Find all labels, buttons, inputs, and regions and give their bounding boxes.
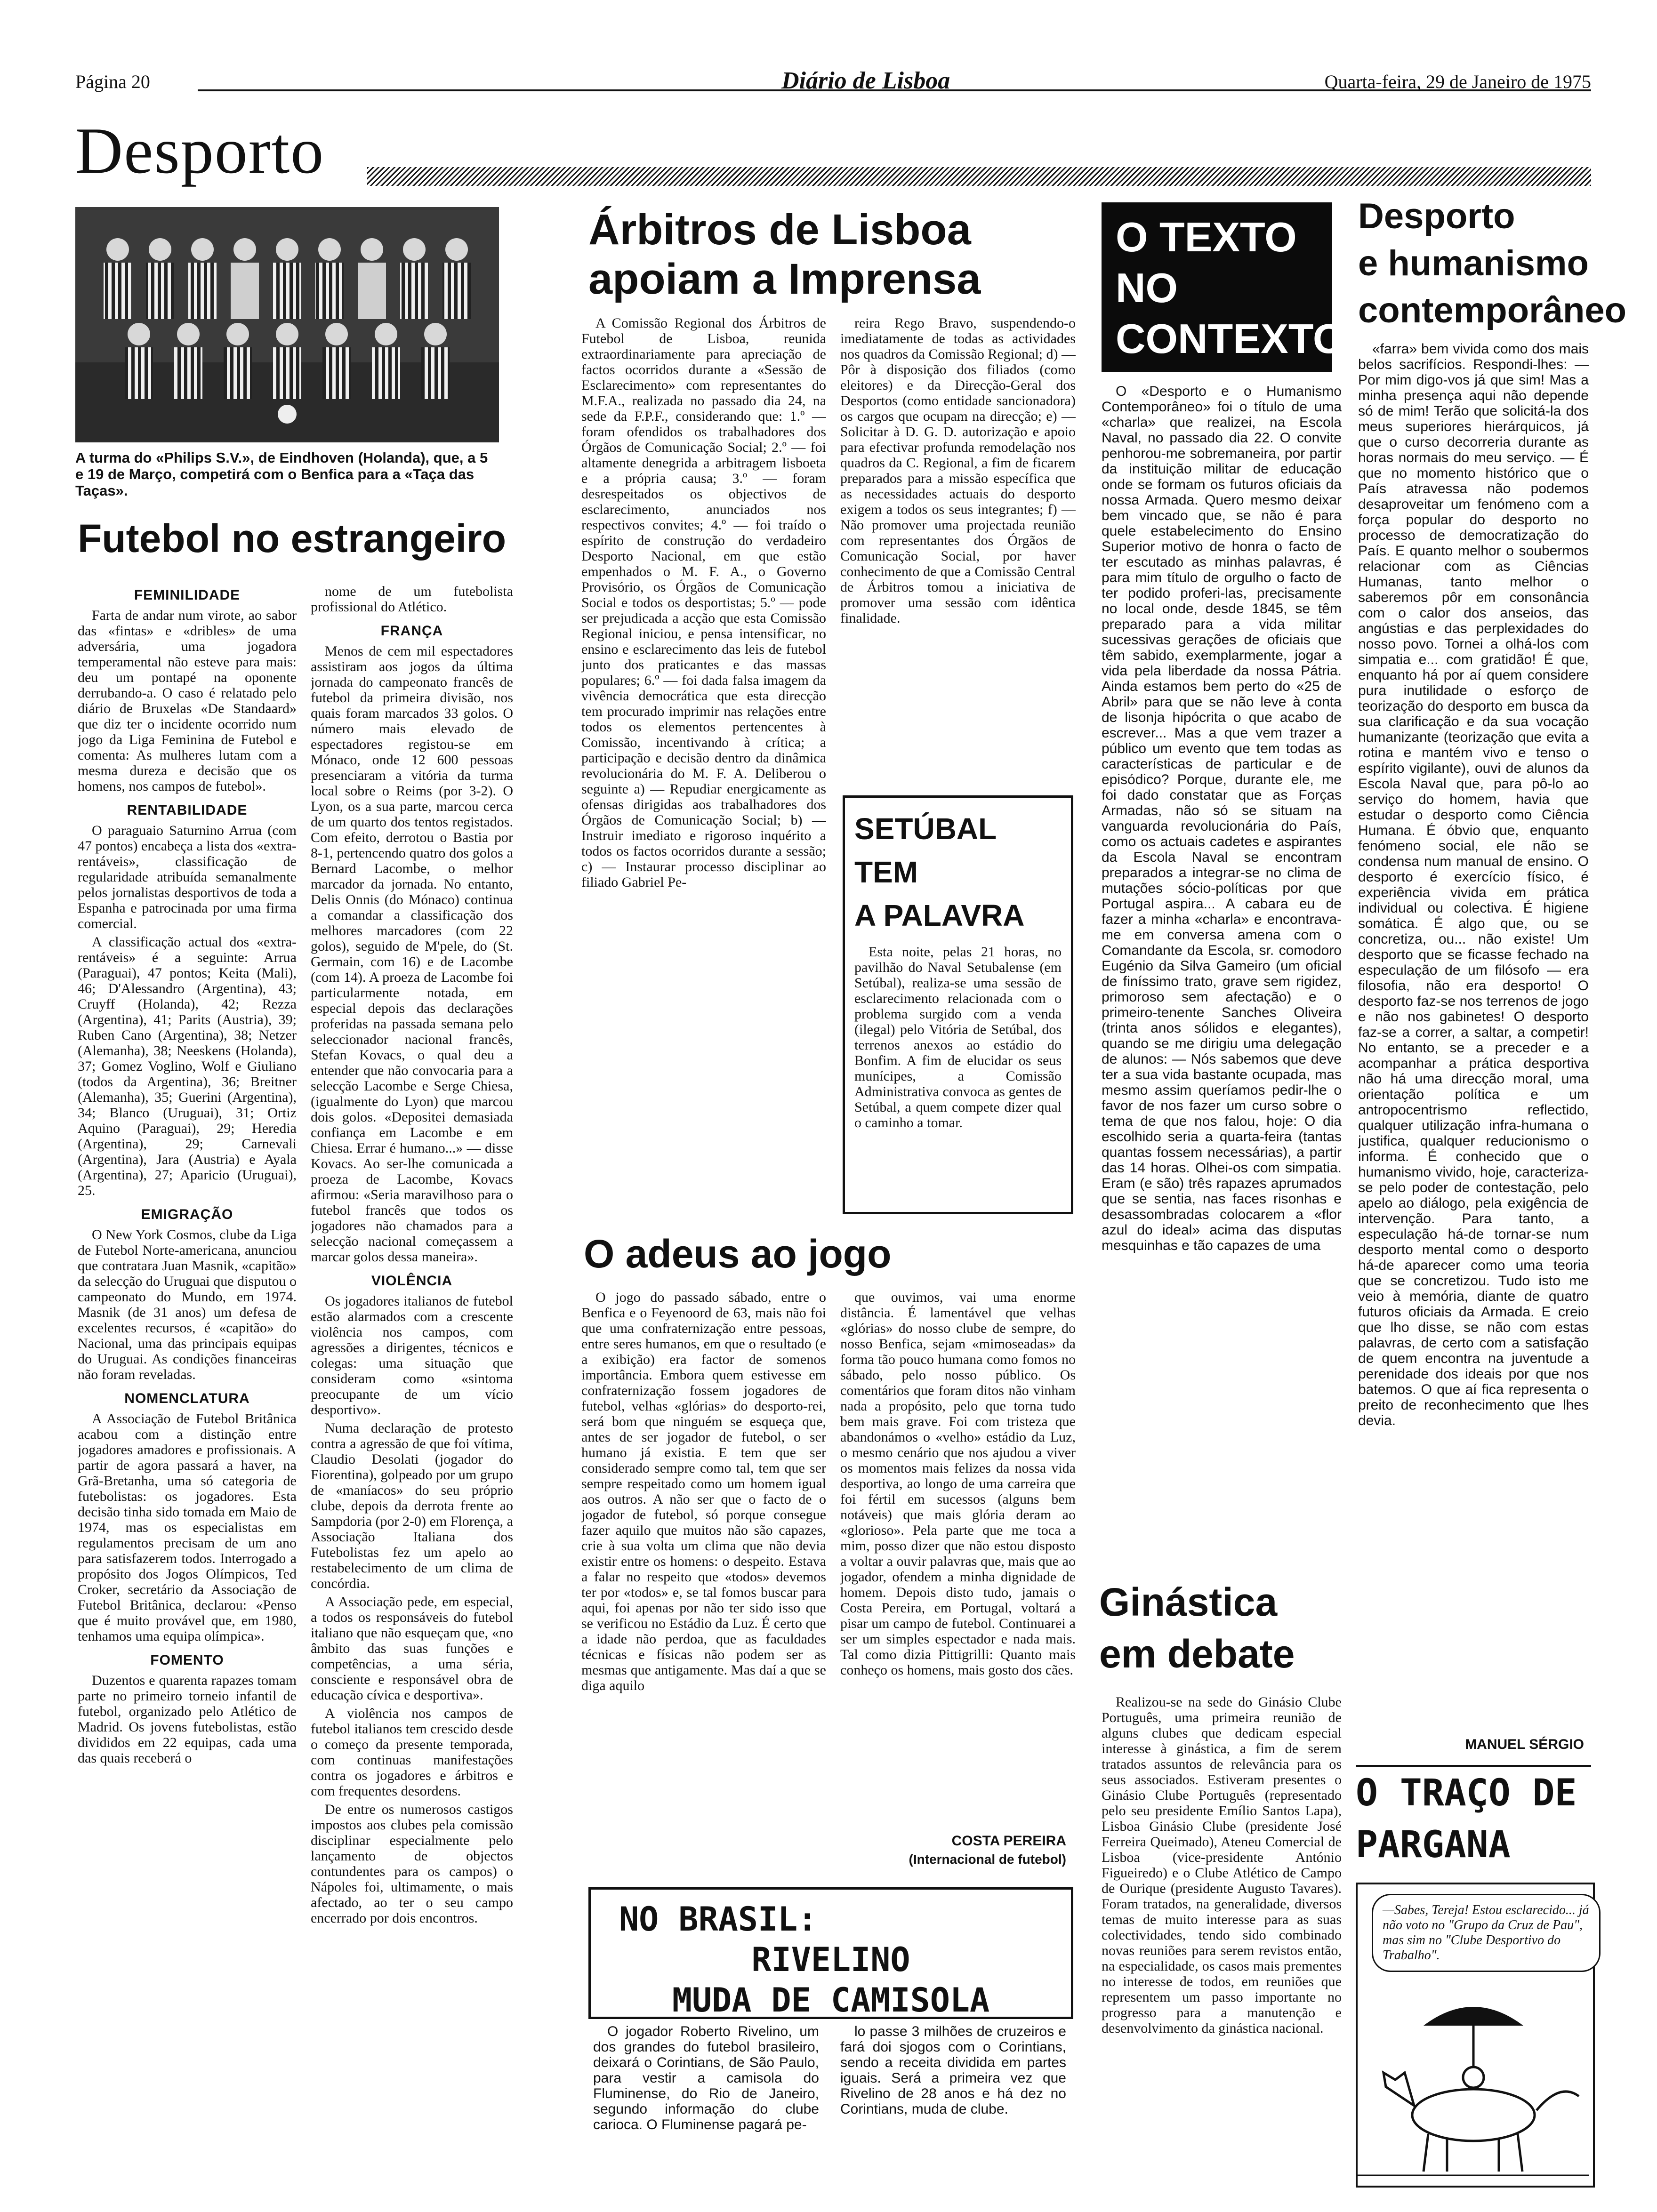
section-banner xyxy=(75,113,1591,193)
paragraph: A Associação de Futebol Britânica acabou com a distinção entre jogadores amadores e profissionais. A partir de agora passará a haver, na Grã-Bretanha, uma só categoria de futebolistas: os jogadores. Esta decisão tinha sido tomada em Maio de 1974, mas os especialistas em regulamentos precisam de um ano para satisfazerem todos. Interrogado a propósito dos Jogos Olímpicos, Ted Croker, secretário da Associação de Futebol Britânica, declarou: «Penso que é muito provável que, em 1980, tenhamos uma equipa olímpica». xyxy=(78,1411,297,1644)
paragraph: Duzentos e quarenta rapazes tomam parte no primeiro torneio infantil de futebol, organizado pelo Atlético de Madrid. Os jovens futebolistas, estão divididos em 22 equipas, cada uma das quais receberá o xyxy=(78,1673,297,1766)
texto-title-1: O TEXTO xyxy=(1116,214,1297,260)
setubal-text: Esta noite, pelas 21 horas, no pavilhão do Naval Setubalense (em Setúbal), realiza-se uma sessão de esclarecimento relacionada com o problema surgido com a venda (ilegal) pelo Vitória de Setúbal, dos terrenos anexos ao estádio do Bonfim. A fim de elucidar os seus munícipes, a Comissão Administrativa convoca as gentes de Setúbal, a quem compete dizer qual o caminho a tomar. xyxy=(854,944,1062,1130)
section-title: Desporto xyxy=(75,114,325,187)
cartoon-speech-bubble: —Sabes, Tereja! Estou esclarecido... já não voto no "Grupo da Cruz de Pau", mas sim no "Clube Desportivo do Trabalho". xyxy=(1372,1894,1601,1972)
humanismo-column xyxy=(1358,341,1589,1725)
page-header xyxy=(75,67,1591,94)
paragraph: Numa declaração de protesto contra a agressão de que foi vítima, Claudio Desolati (jogador do Fiorentina), golpeado por um grupo de «maníacos» do seu próprio clube, depois da derrota frente ao Sampdoria (por 2-0) em Florença, a Associação Italiana dos Futebolistas fez um apelo ao restabelecimento de um clima de concórdia. xyxy=(311,1420,513,1591)
humanismo-title-1: Desporto xyxy=(1358,196,1515,236)
brasil-column-2 xyxy=(840,2024,1066,2188)
subheading: NOMENCLATURA xyxy=(124,1391,250,1406)
brasil-title-3: MUDA DE CAMISOLA xyxy=(672,1981,990,2020)
setubal-box xyxy=(843,795,1073,1214)
adeus-column-1 xyxy=(581,1290,826,1873)
brasil-text-2: lo passe 3 milhões de cruzeiros e fará doi sjogos com o Corintians, sendo a receita dividida em partes iguais. Será a primeira vez que Rivelino de 28 anos e há dez no Corintians, muda de clube. xyxy=(840,2024,1066,2117)
futebol-column-1 xyxy=(78,579,297,2179)
header-rule xyxy=(198,89,1591,91)
paragraph: nome de um futebolista profissional do Atlético. xyxy=(311,584,513,615)
texto-title-box xyxy=(1102,202,1345,372)
team-photo-illustration xyxy=(75,207,499,442)
setubal-body xyxy=(845,937,1071,1189)
adeus-signature-note: (Internacional de futebol) xyxy=(909,1852,1066,1867)
arbitros-column-2 xyxy=(840,315,1076,781)
issue-date: Quarta-feira, 29 de Janeiro de 1975 xyxy=(1324,71,1591,92)
texto-title-2: NO xyxy=(1116,264,1178,311)
paragraph: Os jogadores italianos de futebol estão alarmados com a crescente violência nos campos, com agressões a dirigentes, técnicos e colegas: uma situação que consideram como «sintoma preocupante de um vício desportivo». xyxy=(311,1293,513,1418)
team-photo xyxy=(75,207,499,442)
paragraph: A violência nos campos de futebol italianos tem crescido desde o começo da presente temporada, com continuas manifestações contra os jogadores e árbitros e com frequentes desordens. xyxy=(311,1706,513,1799)
brasil-column-1 xyxy=(593,2024,819,2188)
paragraph: A Associação pede, em especial, a todos os responsáveis do futebol italiano que não esqueçam que, «no âmbito das suas funções e competências, a uma séria, consciente e responsável obra de educação cívica e desportiva». xyxy=(311,1594,513,1703)
pargana-rule xyxy=(1356,1765,1591,1767)
brasil-title-2: RIVELINO xyxy=(751,1940,910,1979)
ginastica-column xyxy=(1102,1694,1342,2188)
subheading: EMIGRAÇÃO xyxy=(141,1207,233,1222)
page-number: Página 20 xyxy=(75,71,150,92)
ginastica-title-1: Ginástica xyxy=(1099,1580,1278,1624)
paragraph: Farta de andar num virote, ao sabor das «fintas» e «dribles» de uma adversária, uma jogadora temperamental não esteve para mais: deu um pontapé na oponente derrubando-a. O caso é relatado pelo diário de Bruxelas «De Standaard» que diz ter o incidente ocorrido num jogo da Liga Feminina de Futebol e comenta: As mulheres lutam com a mesma dureza e decisão que os homens, nos campos de futebol». xyxy=(78,608,297,794)
texto-title-3: CONTEXTO xyxy=(1116,315,1345,362)
brasil-title-1: NO BRASIL: xyxy=(619,1900,818,1939)
adeus-signature: COSTA PEREIRA xyxy=(951,1833,1066,1849)
setubal-title-3: A PALAVRA xyxy=(854,898,1025,932)
paragraph: A classificação actual dos «extra-rentáveis» é a seguinte: Arrua (Paraguai), 47 pontos; Keita (Mali), 46; D'Alessandro (Argentina), 43; Cruyff (Holanda), 42; Rezza (Argentina), 41; Parits (Austria), 39; Ruben Cano (Argentina), 38; Netzer (Alemanha), 38; Neeskens (Holanda), 37; Gomez Voglino, Wolf e Giuliano (todos da Argentina), 36; Breitner (Alemanha), 35; Guerini (Argentina), 34; Blanco (Uruguai), 31; Ortiz Aquino (Paraguai), 29; Heredia (Argentina), 29; Carnevali (Argentina), Jara (Austria) e Ayala (Argentina), 27; Aparicio (Uruguai), 25. xyxy=(78,934,297,1198)
arbitros-text-1: A Comissão Regional dos Árbitros de Futebol de Lisboa, reunida extraordinariamente para apreciação de factos ocorridos durante a «Sessão de Esclarecimento» com representantes do M.F.A., realizada no passado dia 24, na sede da F.P.F., considerando que: 1.º — foram ofendidos os trabalhadores dos Órgãos de Comunicação Social; 2.º — foi altamente denegrida a arbitragem lisboeta e a própria causa; 3.º — foram desrespeitados os objectivos de esclarecimento, anunciados nos respectivos convites; 4.º — foi traído o espírito de construção do verdadeiro Desporto Nacional, em que estão empenhados o M. F. A., o Governo Provisório, os Órgãos de Comunicação Social e todos os desportistas; 5.º — pode ser prejudicada a acção que esta Comissão Regional iniciou, e pensa intensificar, no ensino e esclarecimento das leis de futebol junto dos praticantes e das massas populares; 6.º — foi dada falsa imagem da vivência democrática que esta direcção tem procurado imprimir nas relações entre todos os elementos pertencentes à Comissão, incentivando à crítica; a participação e decisão dentro da dinâmica revolucionária do M. F. A. Deliberou o seguinte a) — Repudiar energicamente as ofensas dirigidas aos trabalhadores dos Órgãos de Comunicação Social; b) — Instruir imediato e rigoroso inquérito a todos os factos ocorridos durante a sessão; c) — Instaurar processo disciplinar ao filiado Gabriel Pe- xyxy=(581,315,826,890)
adeus-text-1: O jogo do passado sábado, entre o Benfica e o Feyenoord de 63, mais não foi que uma confraternização entre pessoas, entre seres humanos, em que o resultado (e a exibição) era factor de somenos importância. Embora quem estivesse em confraternização fossem jogadores de futebol, velhas «glórias» do desporto-rei, será bom que ninguém se esqueça que, antes de ser jogador de futebol, o ser humano já existia. E tem que ser considerado sempre como tal, tem que ser sempre respeitado como um homem igual aos outros. A não ser que o facto de o jogador de futebol, só porque consegue fazer aquilo que muitos não são capazes, crie à sua volta um clima que não devia existir entre os homens: o despeito. Estava a falar no respeito que «todos» devemos ter por «todos» e, se tal fomos buscar para aqui, foi apenas por não ter sido isso que se verificou no Estádio da Luz. É certo que a idade não perdoa, que as faculdades técnicas e físicas não podem ser as mesmas que antigamente. Mas daí a que se diga aquilo xyxy=(581,1290,826,1693)
setubal-title-2: TEM xyxy=(854,855,918,889)
futebol-headline: Futebol no estrangeiro xyxy=(78,516,507,561)
humanismo-title-3: contemporâneo xyxy=(1358,290,1627,330)
subheading: FRANÇA xyxy=(380,623,443,639)
futebol-column-2 xyxy=(311,584,513,2179)
section-hatch xyxy=(367,167,1591,186)
masthead: Diário de Lisboa xyxy=(781,67,950,94)
pargana-cartoon xyxy=(1356,1883,1595,2188)
arbitros-column-1 xyxy=(581,315,826,1214)
setubal-title-1: SETÚBAL xyxy=(854,812,997,846)
adeus-headline: O adeus ao jogo xyxy=(584,1232,892,1276)
paragraph: O paraguaio Saturnino Arrua (com 47 pontos) encabeça a lista dos «extra-rentáveis», classificação de regularidade atribuída semanalmente pelos jornalistas desportivos de toda a Espanha e patrocinada por uma firma comercial. xyxy=(78,823,297,931)
pargana-title-1: O TRAÇO DE xyxy=(1356,1772,1577,1814)
subheading: FOMENTO xyxy=(150,1652,224,1668)
arbitros-headline-1: Árbitros de Lisboa xyxy=(588,206,971,254)
adeus-column-2 xyxy=(840,1290,1076,1821)
brasil-text-1: O jogador Roberto Rivelino, um dos grandes do futebol brasileiro, deixará o Corintians, de São Paulo, para vestir a camisola do Fluminense, do Rio de Janeiro, segundo informação do clube carioca. O Fluminense pagará pe- xyxy=(593,2024,819,2132)
brasil-box xyxy=(588,1887,1073,2019)
humanismo-signature: MANUEL SÉRGIO xyxy=(1465,1737,1584,1752)
paragraph: De entre os numerosos castigos impostos aos clubes pela comissão disciplinar especialmente pelo lançamento de objectos contundentes para os campos) o Nápoles foi, ultimamente, o mais afectado, ao ter o seu campo encerrado por dois encontros. xyxy=(311,1802,513,1926)
photo-caption: A turma do «Philips S.V.», de Eindhoven (Holanda), que, a 5 e 19 de Março, competirá com o Benfica para a «Taça das Taças». xyxy=(75,449,488,499)
cartoon-donkey-icon xyxy=(1358,1997,1589,2181)
arbitros-text-2: reira Rego Bravo, suspendendo-o imediatamente de todas as actividades nos quadros da Comissão Regional; d) — Pôr à disposição dos filiados (como eleitores) e da Direcção-Geral dos Desportos (como entidade sancionadora) os cargos que ocupam na direcção; e) — Solicitar à D. G. D. autorização e apoio para efectivar profunda remodelação nos quadros da C. Regional, a fim de ficarem preparados para a missão específica que as necessidades actuais do desporto exigem a todos os seus integrantes; f) — Não promover uma projectada reunião com representantes dos Órgãos de Comunicação Social, por haver conhecimento de que a Comissão Central de Árbitros tomou a iniciativa de promover uma sessão com idêntica finalidade. xyxy=(840,315,1076,626)
subheading: VIOLÊNCIA xyxy=(371,1273,453,1289)
ginastica-text: Realizou-se na sede do Ginásio Clube Português, uma primeira reunião de alguns clubes que dedicam especial interesse à ginástica, a fim de serem tratados assuntos de relevância para os seus associados. Estiveram presentes o Ginásio Clube Português (representado pelo seu presidente Emílio Santos Lapa), Lisboa Ginásio Clube (presidente José Ferreira Queimado), Ateneu Comercial de Lisboa (vice-presidente António Figueiredo) e o Clube Atlético de Campo de Ourique (presidente Augusto Tavares). Foram tratados, na generalidade, diversos temas de muito interesse para as suas colectividades, tendo sido combinado novas reuniões para serem revistos então, na especialidade, os casos mais prementes no interesse de todos, em reuniões que representem um passo importante no progresso para a manutenção e desenvolvimento da ginástica nacional. xyxy=(1102,1694,1342,2036)
texto-text: O «Desporto e o Humanismo Contemporâneo» foi o título de uma «charla» que realizei, na Escola Naval, no passado dia 22. O convite penhorou-me sobremaneira, por partir da instituição militar de educação onde se formam os futuros oficiais da nossa Armada. Quero mesmo deixar bem vincado que, se não é para quele estabelecimento do Ensino Superior motivo de honra o facto de ter escutado as minhas palavras, é para mim título de orgulho o facto de ter podido proferi-las, precisamente no local onde, desde 1845, se têm preparado para a vida militar sucessivas gerações de oficiais que têm sabido, exemplarmente, jogar a vida pela liberdade da nossa Pátria. Ainda estamos bem perto do «25 de Abril» para que se não leve à conta de lisonja hipócrita o que acabo de escrever... Mas a que vem trazer a público um evento que tem todas as características de particular e de episódico? Porque, durante ele, me foi dado constatar que as Forças Armadas, não só se situam na vanguarda revolucionária do País, como os actuais cadetes e aspirantes da Escola Naval se encontram preparados a integrar-se no clima de mutações sócio-políticas por que Portugal aspira... A cabara eu de fazer a minha «charla» e encontrava-me em conversa amena com o Comandante da Escola, sr. comodoro Eugénio da Silva Gameiro (um oficial de finíssimo trato, grave sem rigidez, primoroso sem afectação) e o primeiro-tenente Sanches Oliveira (trinta anos sólidos e elegantes), quando se me dirigiu uma delegação de alunos: — Nós sabemos que deve ter a sua vida bastante ocupada, mas mesmo assim queríamos pedir-lhe o favor de nos fazer um curso sobre o tema de que nos falou, hoje: O dia escolhido seria a quarta-feira (tantas quantas fossem necessárias), a partir das 14 horas. Olhei-os com simpatia. Eram (e são) três rapazes aprumados que se sentia, nas faces risonhas e desassombradas colocarem a «flor azul do ideal» acima das disputas mesquinhas e tão capazes de uma xyxy=(1102,384,1342,1253)
paragraph: Menos de cem mil espectadores assistiram aos jogos da última jornada do campeonato francês de futebol da primeira divisão, nos quais foram marcados 33 golos. O número mais elevado de espectadores registou-se em Mónaco, onde 12 600 pessoas presenciaram a vitória da turma local sobre o Reims (por 3-2). O Lyon, os a sua parte, marcou cerca de um quarto dos tentos registados. Com efeito, derrotou o Bastia por 8-1, pertencendo quatro dos golos a Bernard Lacombe, o melhor marcador da jornada. No entanto, Delis Onnis (do Mónaco) continua a comandar a classificação dos melhores marcadores (com 22 golos), seguido de M'pele, do (St. Germain, com 16) e de Lacombe (com 14). A proeza de Lacombe foi particularmente notada, em especial depois das declarações proferidas na passada semana pelo seleccionador nacional francês, Stefan Kovacs, o qual deu a entender que não convocaria para a selecção Lacombe e Serge Chiesa, (igualmente do Lyon) que marcou dois golos. «Depositei demasiada confiança em Lacombe e em Chiesa. Errar é humano...» — disse Kovacs. Ao ser-lhe comunicada a proeza de Lacombe, Kovacs afirmou: «Seria maravilhoso para o futebol francês que todos os jogadores não chamados para a selecção nacional começassem a marcar golos dessa maneira». xyxy=(311,643,513,1265)
paragraph: O New York Cosmos, clube da Liga de Futebol Norte-americana, anunciou que contratara Juan Masnik, «capitão» da selecção do Uruguai que disputou o campeonato do Mundo, em 1974. Masnik (de 31 anos) um defesa de excelentes recursos, é «capitão» do Nacional, uma das principais equipas do Uruguai. As condições financeiras não foram reveladas. xyxy=(78,1227,297,1382)
humanismo-title-2: e humanismo xyxy=(1358,243,1589,283)
ginastica-title-2: em debate xyxy=(1099,1632,1295,1676)
pargana-title-2: PARGANA xyxy=(1356,1824,1511,1866)
texto-column xyxy=(1102,384,1342,1570)
subheading: RENTABILIDADE xyxy=(127,802,248,818)
humanismo-text: «farra» bem vivida como dos mais belos sacrifícios. Respondi-lhes: — Por mim digo-vos já que sim! Mas a minha presença aqui não depende só de mim! Terão que solicitá-la dos meus superiores hierárquicos, já que o curso decorreria durante as horas normais do meu serviço. — É que no momento histórico que o País atravessa não podemos desaproveitar um fenómeno com a força popular do desporto no processo de democratização do País. E quanto melhor o soubermos relacionar com as Ciências Humanas, tanto melhor o saberemos pôr em consonância com o calor dos anseios, das angústias e das perplexidades do nosso povo. Tornei a olhá-los com simpatia e... com gratidão! É que, enquanto há por aí quem considere pura inutilidade o esforço de teorização do desporto em busca da sua clarificação e da sua vocação humanizante (teorização que evita a rotina e mantém vivo e tenso o espírito vigilante), ouvi de alunos da Escola Naval que, para pô-lo ao serviço do homem, havia que estudar o desporto como Ciência Humana. É óbvio que, enquanto fenómeno social, ele não se condensa num manual de ensino. O desporto é exercício físico, é experiência vivida em prática individual ou colectiva. É higiene somática. É algo que, ou se concretiza, ou... não existe! Um desporto que se ficasse fechado na especulação de um filósofo — era filosofia, não era desporto! O desporto faz-se nos terrenos de jogo e não nos gabinetes! O desporto faz-se a correr, a saltar, a competir! No entanto, se a preceder e a acompanhar a prática desportiva não há uma direcção moral, uma orientação política e um antropocentrismo reflectido, qualquer utilização infra-humana o justifica, qualquer reducionismo o informa. É conhecido que o humanismo vivido, hoje, caracteriza-se pelo poder de contestação, pelo apelo ao diálogo, pela exigência de intervenção. Para tanto, a especulação há-de tornar-se num desporto mental como o desporto há-de aparecer como uma teoria que se concretizou. Tudo isto me veio à memória, diante de quatro futuros oficiais da Armada. E creio que lho disse, se não com estas palavras, de certo com a satisfação de quem encontra na juventude a perenidade dos ideais por que nos batemos. O que aí fica representa o preito de reconhecimento que lhes devia. xyxy=(1358,341,1589,1428)
adeus-text-2: que ouvimos, vai uma enorme distância. É lamentável que velhas «glórias» do nosso clube de sempre, do nosso Benfica, sejam «mimoseadas» da forma tão pouco humana como fomos no sábado, pelo nosso público. Os comentários que foram ditos não vinham nada a propósito, pelo que torna tudo bem mais grave. Foi com tristeza que abandonámos o «velho» estádio da Luz, o mesmo cenário que nos ajudou a viver os momentos mais felizes da nossa vida desportiva, ao longo de uma carreira que foi fértil em sucessos (alguns bem notáveis) que mais glória deram ao «glorioso». Pela parte que me toca a mim, posso dizer que não estou disposto a voltar a ouvir palavras que, mais que ao jogador, ofendem a minha dignidade de homem. Depois disto tudo, jamais o Costa Pereira, em Portugal, voltará a pisar um campo de futebol. Continuarei a ser um simples espectador e nada mais. Tal como dizia Pittigrilli: Quanto mais conheço os homens, mais gosto dos cães. xyxy=(840,1290,1076,1678)
arbitros-headline-2: apoiam a Imprensa xyxy=(588,255,981,303)
subheading: FEMINILIDADE xyxy=(134,587,241,603)
